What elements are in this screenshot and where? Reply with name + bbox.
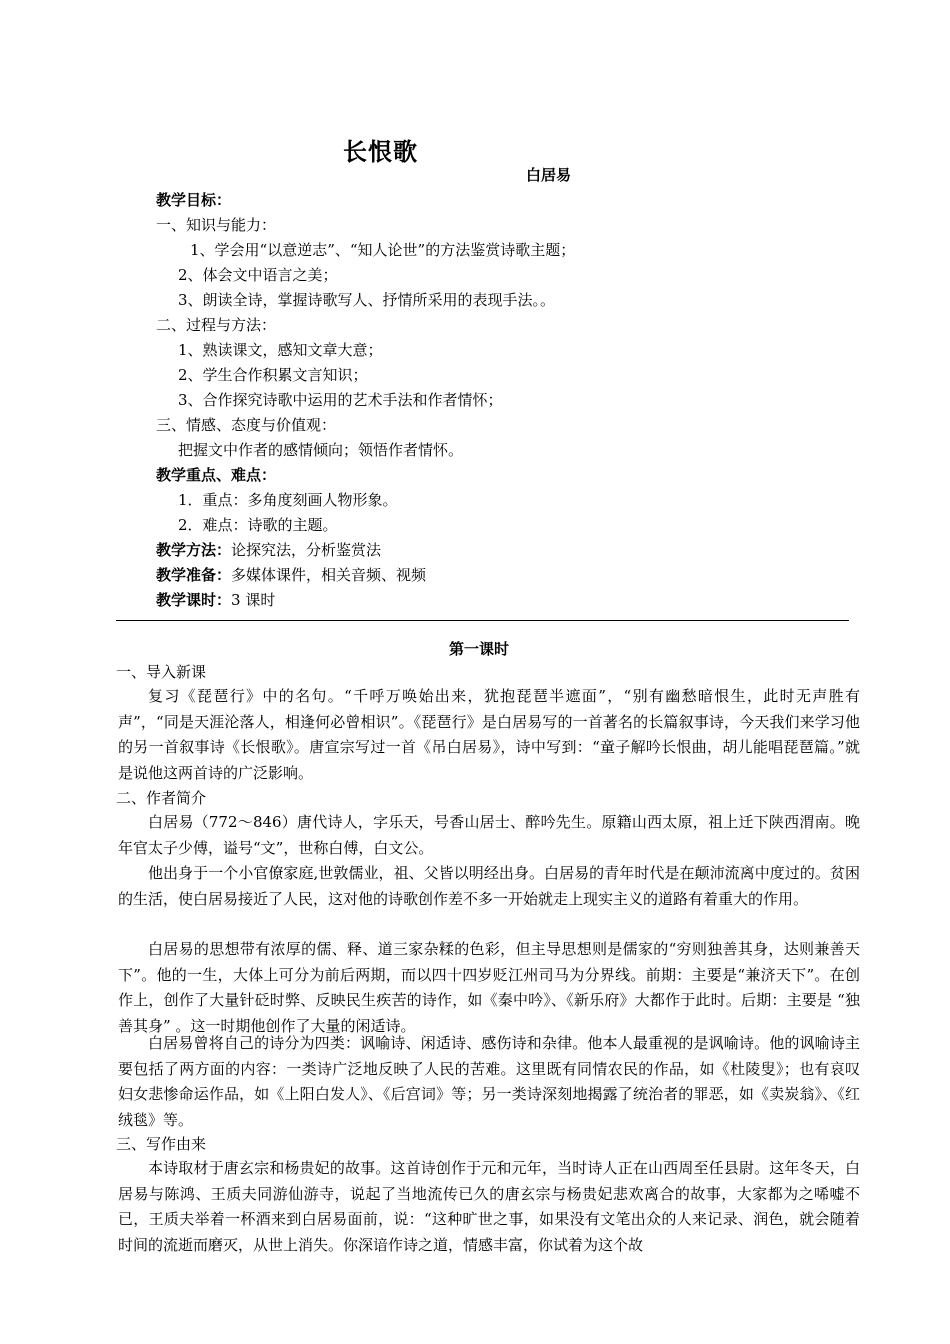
- section-intro: 一、导入新课: [116, 663, 207, 681]
- document-author: 白居易: [526, 166, 572, 184]
- paragraph-origin: 本诗取材于唐玄宗和杨贵妃的故事。这首诗创作于元和元年，当时诗人正在山西周至任县尉。这年冬天，白居易与陈鸿、王质夫同游仙游寺，说起了当地流传已久的唐玄宗与杨贵妃悲欢离合的故事，大家都为之唏嘘不已，王质夫举着一杯酒来到白居易面前，说：“这种旷世之事，如果没有文笔出众的人来记录、润色，就会随着时间的流逝而磨灭，从世上消失。你深谙作诗之道，情感丰富，你试着为这个故: [118, 1159, 860, 1254]
- method-row: [156, 540, 381, 560]
- process-item-1: 1、熟读课文，感知文章大意；: [178, 341, 383, 359]
- prep-value: 多媒体课件，相关音频、视频: [231, 566, 427, 584]
- section-author: 二、作者简介: [116, 789, 207, 807]
- key-points-heading: 教学重点、难点：: [156, 466, 277, 484]
- objectives-heading: 教学目标：: [156, 191, 232, 209]
- paragraph-author-2: 他出身于一个小官僚家庭,世敦儒业，祖、父皆以明经出身。白居易的青年时代是在颠沛流离中度过的。贫困的生活，使白居易接近了人民，这对他的诗歌创作差不多一开始就走上现实主义的道路有着重大的作用。: [118, 864, 860, 908]
- key-point-1: 1．重点：多角度刻画人物形象。: [178, 491, 398, 509]
- knowledge-item-2: 2、体会文中语言之美；: [178, 266, 338, 284]
- section-process: 二、过程与方法：: [156, 316, 277, 334]
- section-origin: 三、写作由来: [116, 1135, 207, 1153]
- section-knowledge: 一、知识与能力：: [156, 216, 277, 234]
- key-point-2: 2．难点：诗歌的主题。: [178, 516, 338, 534]
- paragraph-author-1: 白居易（772～846）唐代诗人，字乐天，号香山居士、醉吟先生。原籍山西太原，祖上迁下陕西渭南。晚年官太子少傅，谥号“文”，世称白傅，白文公。: [118, 813, 860, 857]
- knowledge-item-3: 3、朗读全诗，掌握诗歌写人、抒情所采用的表现手法。。: [178, 291, 556, 309]
- paragraph-author-4: 白居易曾将自己的诗分为四类：讽喻诗、闲适诗、感伤诗和杂律。他本人最重视的是讽喻诗。他的讽喻诗主要包括了两方面的内容：一类诗广泛地反映了人民的苦难。这里既有同情农民的作品，如《杜陵叟》；也有哀叹妇女悲惨命运作品，如《上阳白发人》、《后宫词》等；另一类诗深刻地揭露了统治者的罪恶，如《卖炭翁》、《红绒毯》等。: [118, 1034, 860, 1129]
- paragraph-author-3: 白居易的思想带有浓厚的儒、释、道三家杂糅的色彩，但主导思想则是儒家的“穷则独善其身，达则兼善天下”。他的一生，大体上可分为前后两期，而以四十四岁贬江州司马为分界线。前期：主要是“兼济天下”。在创作上，创作了大量针砭时弊、反映民生疾苦的诗作，如《秦中吟》、《新乐府》大都作于此时。后期：主要是 “独善其身” 。这一时期他创作了大量的闲适诗。: [118, 940, 860, 1035]
- method-label: 教学方法：: [156, 541, 232, 559]
- document-title: 长恨歌: [343, 138, 418, 166]
- prep-label: 教学准备：: [156, 566, 232, 584]
- prep-row: [156, 565, 426, 585]
- hours-value: 3 课时: [231, 591, 276, 609]
- divider-line: [116, 620, 849, 621]
- hours-row: [156, 590, 275, 610]
- process-item-3: 3、合作探究诗歌中运用的艺术手法和作者情怀；: [178, 391, 503, 409]
- paragraph-intro: 复习《琵琶行》中的名句。“千呼万唤始出来，犹抱琵琶半遮面”，“别有幽愁暗恨生，此时无声胜有声”，“同是天涯沦落人，相逢何必曾相识”。《琵琶行》是白居易写的一首著名的长篇叙事诗，今天我们来学习他的另一首叙事诗《长恨歌》。唐宣宗写过一首《吊白居易》，诗中写到：“童子解吟长恨曲，胡儿能唱琵琶篇。”就是说他这两首诗的广泛影响。: [118, 687, 860, 782]
- knowledge-item-1: 1、学会用“以意逆志”、“知人论世”的方法鉴赏诗歌主题；: [190, 241, 576, 259]
- section-emotion: 三、情感、态度与价值观：: [156, 416, 337, 434]
- emotion-text: 把握文中作者的感情倾向；领悟作者情怀。: [178, 441, 464, 459]
- hours-label: 教学课时：: [156, 591, 232, 609]
- lesson-heading: 第一课时: [449, 640, 510, 658]
- process-item-2: 2、学生合作积累文言知识；: [178, 366, 368, 384]
- method-value: 论探究法，分析鉴赏法: [231, 541, 382, 559]
